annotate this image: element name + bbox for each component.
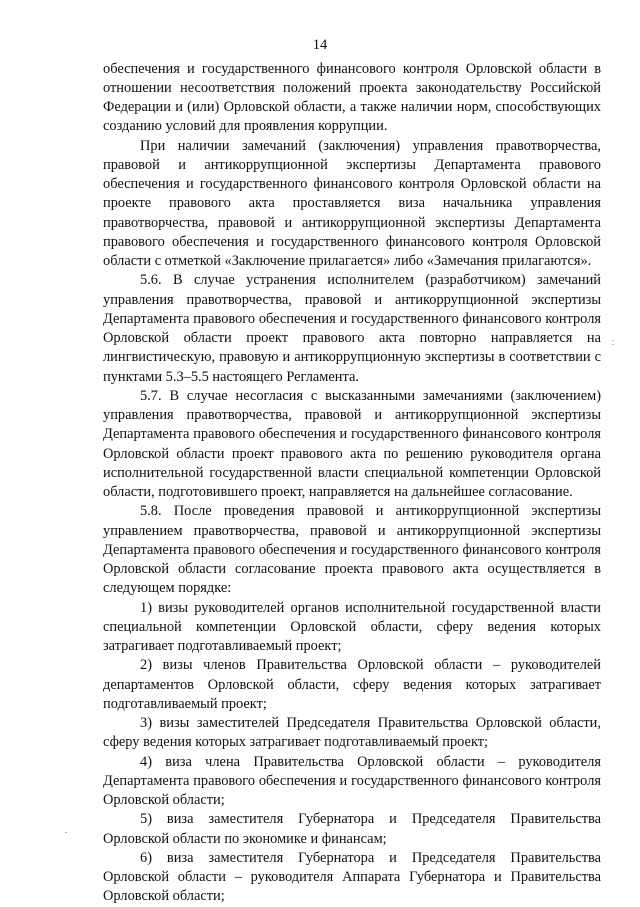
scan-speck [612, 340, 614, 341]
list-item-5: 5) виза заместителя Губернатора и Председателя Правительства Орловской области по экономике и финансам; [103, 811, 601, 847]
list-item-2: 2) визы членов Правительства Орловской области – руководителей департаментов Орловской области, сферу ведения которых затрагивает подготавливаемый проект; [103, 657, 601, 712]
list-item-3: 3) визы заместителей Председателя Правительства Орловской области, сферу ведения которых затрагивает подготавливаемый проект; [103, 715, 601, 751]
scan-speck [612, 344, 614, 345]
paragraph-5-6: 5.6. В случае устранения исполнителем (разработчиком) замечаний управления правотворчества, правовой и антикоррупционной экспертизы Департамента правового обеспечения и государственного финансового контроля Орловской области проект правового акта повторно направляется на лингвистическую, правовую и антикоррупционную экспертизы в соответствии с пунктами 5.3–5.5 настоящего Регламента. [103, 272, 601, 385]
page-number: 14 [312, 37, 328, 53]
list-item-1: 1) визы руководителей органов исполнительной государственной власти специальной компетенции Орловской области, сферу ведения которых затрагивает подготавливаемый проект; [103, 599, 601, 654]
paragraph-5-8: 5.8. После проведения правовой и антикоррупционной экспертизы управлением правотворчества, правовой и антикоррупционной экспертизы Департамента правового обеспечения и государственного финансового контроля Орловской области согласование проекта правового акта осуществляется в следующем порядке: [103, 503, 601, 597]
paragraph-continuation: обеспечения и государственного финансового контроля Орловской области в отношении несоответствия положений проекта законодательству Российской Федерации и (или) Орловской области, а также наличии норм, способствующих созданию условий для проявления коррупции. [103, 60, 601, 135]
list-item-4: 4) виза члена Правительства Орловской области – руководителя Департамента правового обеспечения и государственного финансового контроля Орловской области; [103, 753, 601, 808]
document-body [103, 60, 601, 907]
list-item-6: 6) виза заместителя Губернатора и Председателя Правительства Орловской области – руководителя Аппарата Губернатора и Правительства Орловской области; [103, 849, 601, 905]
paragraph-remarks-visa: При наличии замечаний (заключения) управления правотворчества, правовой и антикоррупционной экспертизы Департамента правового обеспечения и государственного финансового контроля Орловской области на проекте правового акта проставляется виза начальника управления правотворчества, правовой и антикоррупционной экспертизы Департамента правового обеспечения и государственного финансового контроля Орловской области с отметкой «Заключение прилагается» либо «Замечания прилагаются». [103, 137, 601, 269]
paragraph-5-7: 5.7. В случае несогласия с высказанными замечаниями (заключением) управления правотворчества, правовой и антикоррупционной экспертизы Департамента правового обеспечения и государственного финансового контроля Орловской области проект правового акта по решению руководителя органа исполнительной государственной власти специальной компетенции Орловской области, подготовившего проект, направляется на дальнейшее согласование. [103, 387, 601, 500]
scan-speck [65, 832, 67, 833]
